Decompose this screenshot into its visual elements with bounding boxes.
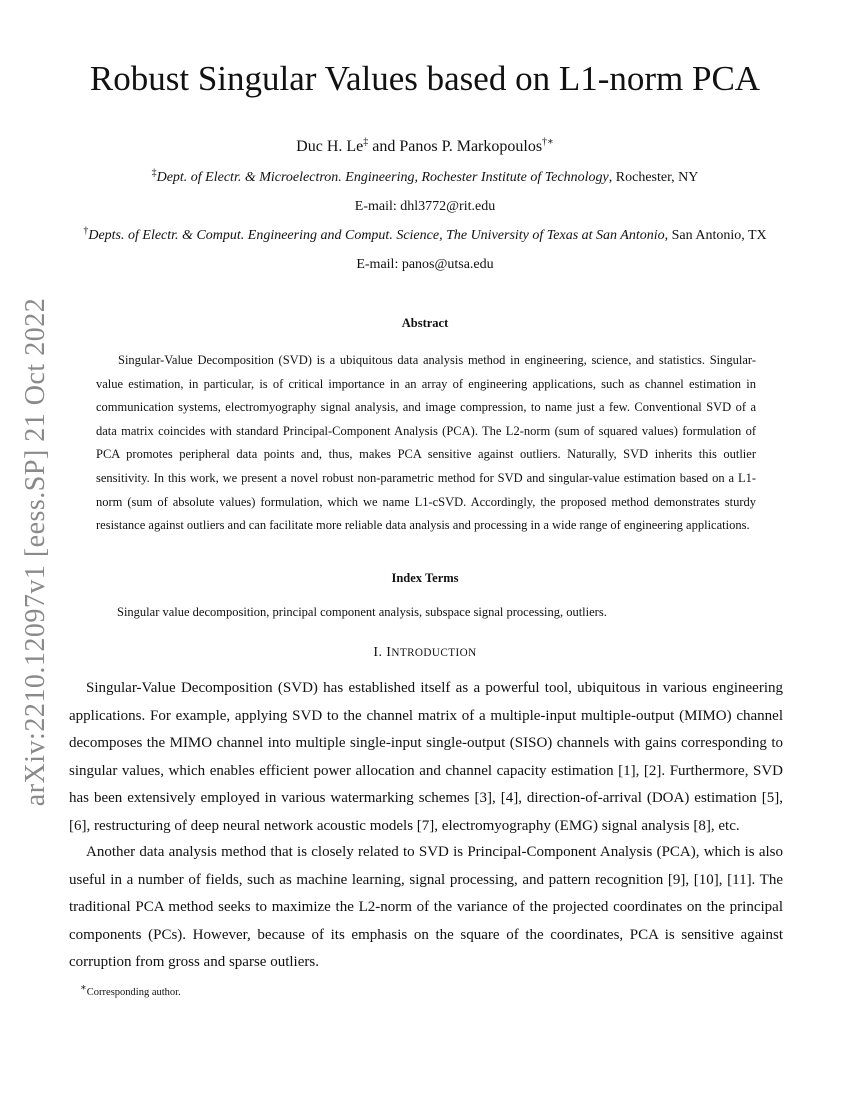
index-terms-heading: Index Terms — [391, 571, 459, 585]
email-2: E-mail: panos@utsa.edu — [356, 257, 494, 272]
footnote — [80, 982, 181, 998]
email-1: E-mail: dhl3772@rit.edu — [354, 199, 496, 214]
affiliation-department: Dept. of Electr. & Microelectron. Engineering, Rochester Institute of Technology — [156, 170, 609, 185]
arxiv-identifier-stamp: arXiv:2210.12097v1 [eess.SP] 21 Oct 2022 — [20, 297, 51, 807]
body-paragraph-2: Another data analysis method that is closely related to SVD is Principal-Component Analysis (PCA), which is also useful in a number of fields, such as machine learning, signal processing, and pattern recognition [9], [10], [11]. The traditional PCA method seeks to maximize the L2-norm of the variance of the projected coordinates on the principal components (PCs). However, because of its emphasis on the square of the coordinates, PCA is sensitive against corruption from gross and sparse outliers. — [69, 844, 783, 971]
section-heading-introduction — [0, 645, 850, 661]
index-terms-text: Singular value decomposition, principal component analysis, subspace signal processing, outliers. — [117, 605, 607, 619]
abstract-heading: Abstract — [401, 316, 449, 330]
paper-title: Robust Singular Values based on L1-norm PCA — [89, 59, 761, 98]
affiliation-1 — [0, 167, 850, 186]
author-conjunction: and — [368, 138, 400, 155]
affiliation-2 — [0, 225, 850, 244]
author-name: Duc H. Le — [296, 138, 364, 155]
affiliation-city: , San Antonio, TX — [664, 228, 767, 243]
affiliation-city: , Rochester, NY — [608, 170, 699, 185]
section-number: I. I — [373, 645, 392, 660]
affiliation-mark: † — [83, 225, 89, 237]
section-title-smallcaps: NTRODUCTION — [391, 647, 477, 659]
author-name: Panos P. Markopoulos — [399, 138, 543, 155]
affiliation-department: Depts. of Electr. & Comput. Engineering and Comput. Science, The University of Texas at San Antonio — [88, 228, 665, 243]
footnote-mark: ∗ — [80, 982, 87, 994]
affiliation-mark: †∗ — [542, 136, 554, 148]
affiliation-mark: ‡ — [151, 167, 157, 179]
footnote-text: Corresponding author. — [86, 987, 181, 998]
author-line — [0, 138, 850, 156]
abstract-text: Singular-Value Decomposition (SVD) is a ubiquitous data analysis method in engineering, science, and statistics. Singular-value estimation, in particular, is of critical importance in an array of engineering applications, such as channel estimation in communication systems, electromyography signal analysis, and image compression, to name just a few. Conventional SVD of a data matrix coincides with standard Principal-Component Analysis (PCA). The L2-norm (sum of squared values) formulation of PCA promotes peripheral data points and, thus, makes PCA sensitive against outliers. Naturally, SVD inherits this outlier sensitivity. In this work, we present a novel robust non-parametric method for SVD and singular-value estimation based on a L1-norm (sum of absolute values) formulation, which we name L1-cSVD. Accordingly, the proposed method demonstrates sturdy resistance against outliers and can facilitate more reliable data analysis and processing in a wide range of engineering applications. — [96, 353, 756, 533]
affiliation-mark: ‡ — [363, 136, 369, 148]
body-paragraph-1: Singular-Value Decomposition (SVD) has established itself as a powerful tool, ubiquitous in various engineering applications. For example, applying SVD to the channel matrix of a multiple-input multiple-output (MIMO) channel decomposes the MIMO channel into multiple single-input single-output (SISO) channels with gains corresponding to singular values, which enables efficient power allocation and channel capacity estimation [1], [2]. Furthermore, SVD has been extensively employed in various watermarking schemes [3], [4], direction-of-arrival (DOA) estimation [5], [6], restructuring of deep neural network acoustic models [7], electromyography (EMG) signal analysis [8], etc. — [69, 680, 783, 834]
